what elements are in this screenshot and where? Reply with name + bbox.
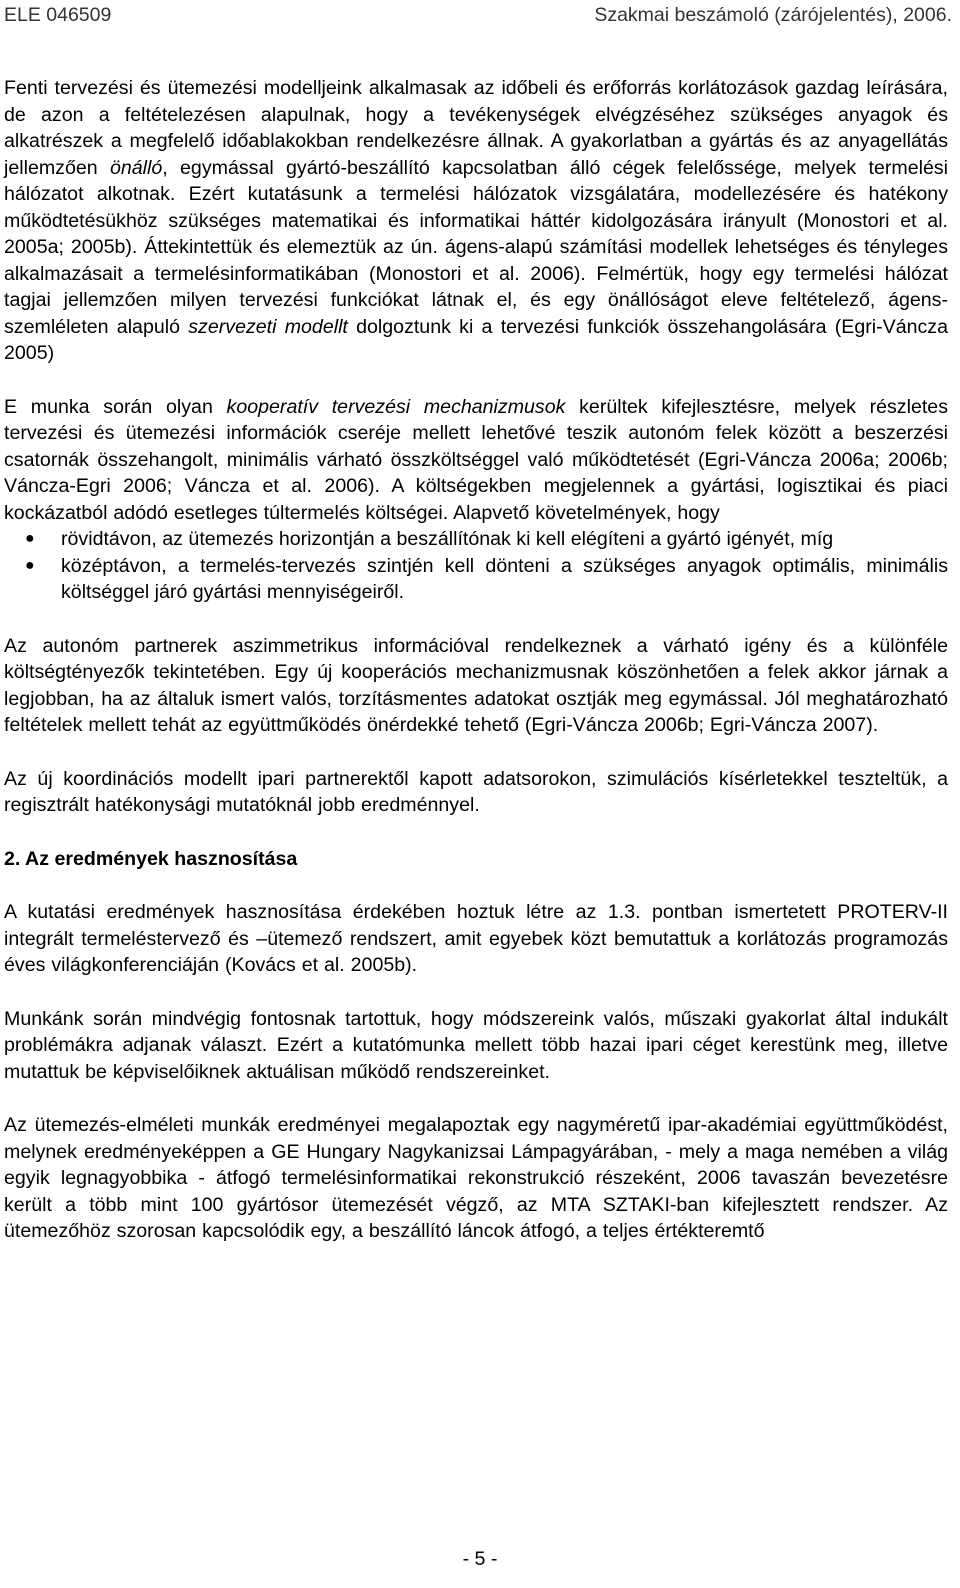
emphasis-organizational-model: szervezeti modellt	[188, 315, 348, 338]
emphasis-cooperative-mechanisms: kooperatív tervezési mechanizmusok	[226, 395, 566, 418]
paragraph-planning-models: Fenti tervezési és ütemezési modelljeink alkalmasak az időbeli és erőforrás korlátozások gazdag leírására, de azon a feltételezésen alapulnak, hogy a tevékenységek elvégzéséhez szükséges anyagok és alkatrészek a megfelelő időablakokban rendelkezésre állnak. A gyakorlatban a gyártás és az anyagellátás jellemzően önálló, egymással gyártó-beszállító kapcsolatban álló cégek felelőssége, melyek termelési hálózatot alkotnak. Ezért kutatásunk a termelési hálózatok vizsgálatára, modellezésére és hatékony működtetésükhöz szükséges matematikai és informatikai háttér kidolgozására irányult (Monostori et al. 2005a; 2005b). Áttekintettük és elemeztük az ún. ágens-alapú számítási modellek lehetséges és tényleges alkalmazásait a termelésinformatikában (Monostori et al. 2006). Felmértük, hogy egy termelési hálózat tagjai jellemzően milyen tervezési funkciókat látnak el, és egy önállóságot eleve feltételező, ágens-szemléleten alapuló szervezeti modellt dolgoztunk ki a tervezési funkciók összehangolására (Egri-Váncza 2005)	[4, 77, 949, 364]
document-id: ELE 046509	[4, 4, 112, 26]
page-header	[4, 4, 952, 28]
page-number: - 5 -	[462, 1548, 498, 1570]
paragraph-proterv: A kutatási eredmények hasznosítása érdekében hoztuk létre az 1.3. pontban ismertetett PROTERV-II integrált termeléstervező és –ütemező rendszert, amit egyebek közt bemutattuk a korlátozás programozás éves világkonferenciáján (Kovács et al. 2005b).	[4, 901, 948, 976]
bullet-icon: ●	[25, 556, 35, 574]
paragraph-asymmetric-information: Az autonóm partnerek aszimmetrikus információval rendelkeznek a várható igény és a különféle költségtényezők tekintetében. Egy új kooperációs mechanizmusnak köszönhetően a felek akkor járnak a legjobban, ha az általuk ismert valós, torzításmentes adatokat osztják meg egymással. Jól meghatározható feltételek mellett tehát az együttműködés önérdekké tehető (Egri-Váncza 2006b; Egri-Váncza 2007).	[4, 634, 948, 736]
list-item: ● rövidtávon, az ütemezés horizontján a beszállítónak ki kell elégíteni a gyártó igényét, míg	[4, 526, 948, 553]
paragraph-ge-hungary: Az ütemezés-elméleti munkák eredményei megalapoztak egy nagyméretű ipar-akadémiai együttműködést, melynek eredményeképpen a GE Hungary Nagykanizsai Lámpagyárában, - mely a maga nemében a világ egyik legnagyobbika - átfogó termelésinformatikai rekonstrukció részeként, 2006 tavaszán bevezetésre került a több mint 100 gyártósor ütemezését végző, az MTA SZTAKI-ban kifejlesztett rendszer. Az ütemezőhöz szorosan kapcsolódik egy, a beszállító láncok átfogó, a teljes értékteremtő	[4, 1114, 948, 1242]
list-item: ● középtávon, a termelés-tervezés szintjén kell dönteni a szükséges anyagok optimális, minimális költséggel járó gyártási mennyiségeiről.	[25, 554, 948, 603]
paragraph-cooperative-planning: E munka során olyan kooperatív tervezési mechanizmusok kerültek kifejlesztésre, melyek részletes tervezési és ütemezési információk cseréje mellett lehetővé teszik autonóm felek között a beszerzési csatornák összehangolt, minimális várható összköltséggel való működtetését (Egri-Váncza 2006a; 2006b; Váncza-Egri 2006; Váncza et al. 2006). A költségekben megjelennek a gyártási, logisztikai és piaci kockázatból adódó esetleges túltermelés költségei. Alapvető követelmények, hogy	[4, 395, 948, 524]
requirements-list	[4, 526, 948, 606]
paragraph-coordination-model-test: Az új koordinációs modellt ipari partnerektől kapott adatsorokon, szimulációs kísérletekkel teszteltük, a regisztrált hatékonysági mutatóknál jobb eredménnyel.	[4, 767, 948, 816]
bullet-icon: ●	[25, 530, 35, 547]
section-title: 2. Az eredmények hasznosítása	[4, 847, 298, 870]
emphasis-independent: önálló	[109, 156, 163, 179]
paragraph-industrial-practice: Munkánk során mindvégig fontosnak tartottuk, hogy módszereink valós, műszaki gyakorlat által indukált problémákra adjanak választ. Ezért a kutatómunka mellett több hazai ipari céget kerestünk meg, illetve mutattuk be képviselőiknek aktuálisan működő rendszereinket.	[4, 1007, 948, 1083]
document-body	[4, 75, 948, 1245]
report-title: Szakmai beszámoló (zárójelentés), 2006.	[594, 4, 952, 26]
